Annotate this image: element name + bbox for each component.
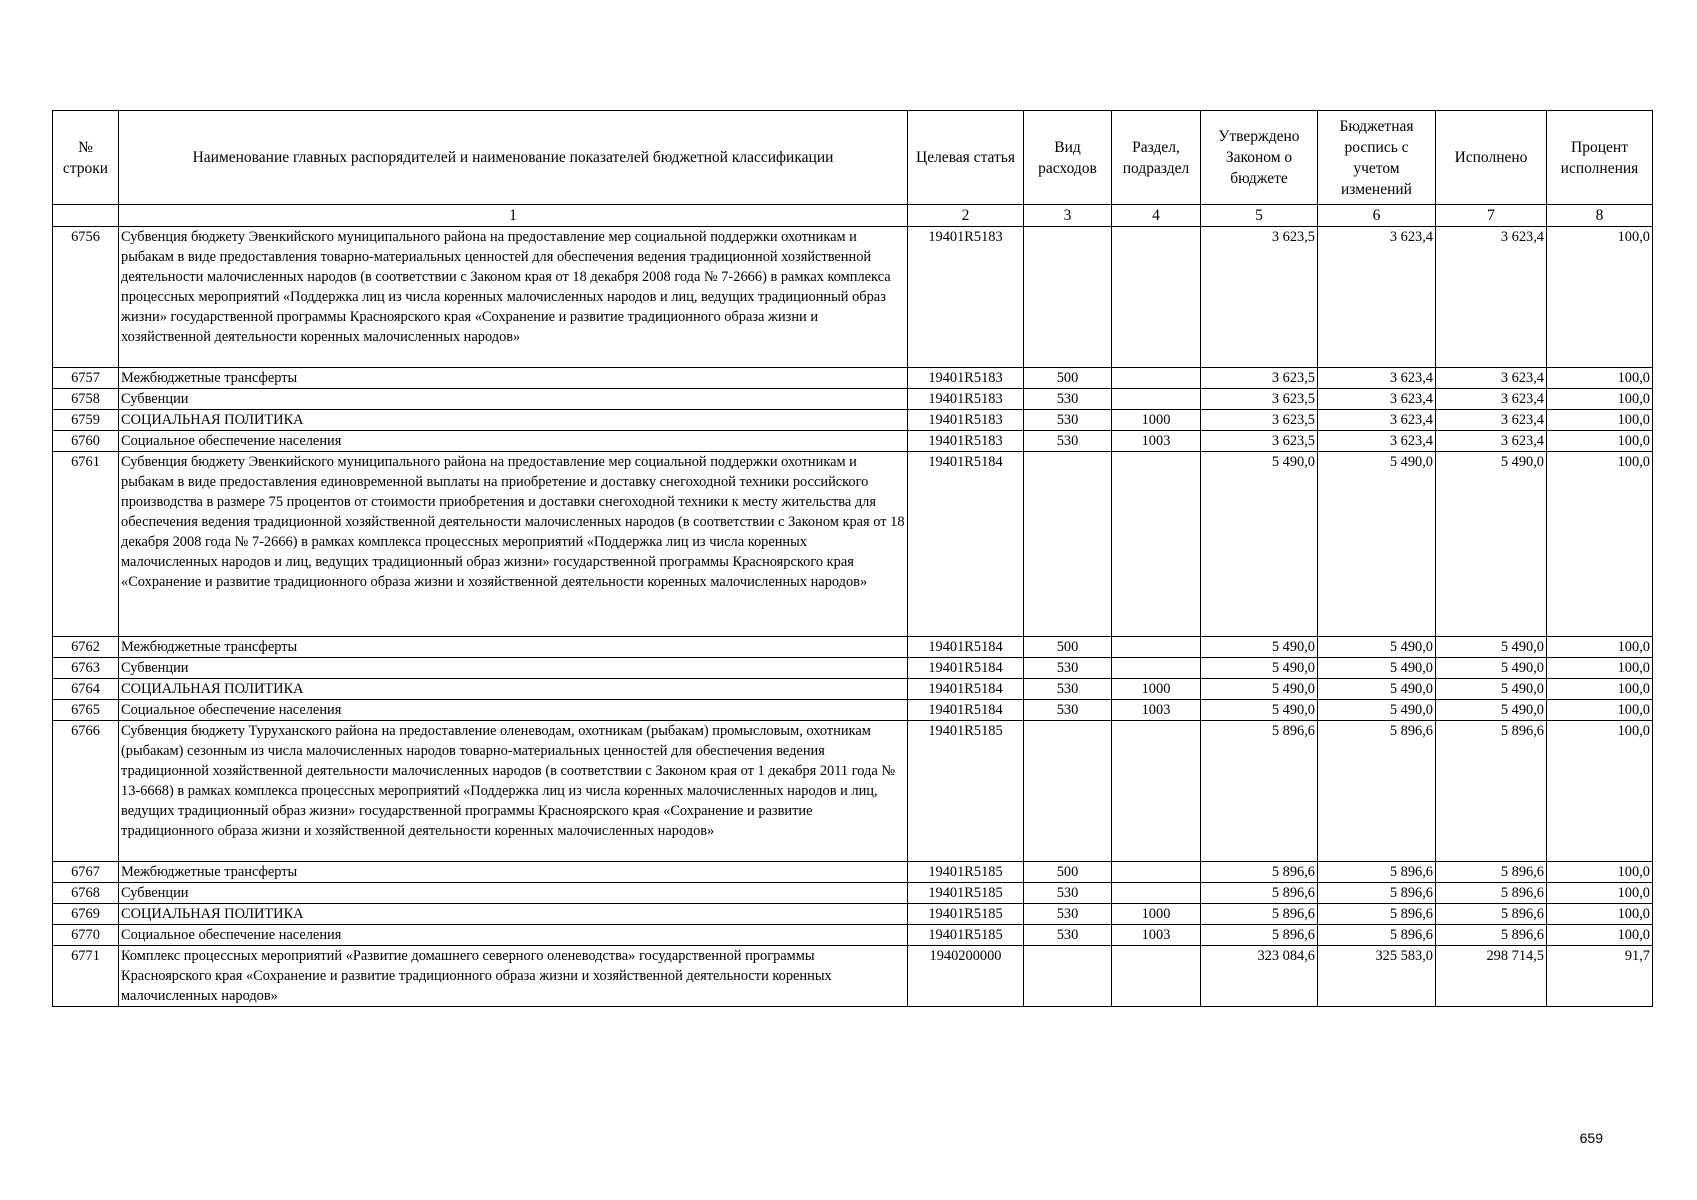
budget-list-cell: 5 896,6 bbox=[1318, 925, 1436, 946]
table-row bbox=[53, 452, 1653, 637]
executed-cell: 5 896,6 bbox=[1436, 883, 1547, 904]
percent-cell: 100,0 bbox=[1547, 658, 1653, 679]
column-number: 1 bbox=[119, 205, 908, 227]
name-cell: Межбюджетные трансферты bbox=[119, 368, 908, 389]
table-row bbox=[53, 946, 1653, 1007]
executed-cell: 3 623,4 bbox=[1436, 431, 1547, 452]
target-article-cell: 19401R5183 bbox=[908, 227, 1024, 368]
row-number-cell: 6756 bbox=[53, 227, 119, 368]
approved-cell: 5 896,6 bbox=[1201, 721, 1318, 862]
budget-list-cell: 5 490,0 bbox=[1318, 700, 1436, 721]
name-cell: СОЦИАЛЬНАЯ ПОЛИТИКА bbox=[119, 410, 908, 431]
table-row bbox=[53, 431, 1653, 452]
header-executed: Исполнено bbox=[1436, 111, 1547, 205]
column-number: 8 bbox=[1547, 205, 1653, 227]
section-cell bbox=[1112, 946, 1201, 1007]
column-number: 6 bbox=[1318, 205, 1436, 227]
approved-cell: 5 490,0 bbox=[1201, 700, 1318, 721]
percent-cell: 100,0 bbox=[1547, 368, 1653, 389]
row-number-cell: 6766 bbox=[53, 721, 119, 862]
section-cell bbox=[1112, 721, 1201, 862]
row-number-cell: 6764 bbox=[53, 679, 119, 700]
target-article-cell: 19401R5183 bbox=[908, 389, 1024, 410]
table-row bbox=[53, 925, 1653, 946]
percent-cell: 100,0 bbox=[1547, 862, 1653, 883]
executed-cell: 5 490,0 bbox=[1436, 637, 1547, 658]
expense-type-cell bbox=[1024, 452, 1112, 637]
percent-cell: 100,0 bbox=[1547, 904, 1653, 925]
budget-list-cell: 5 490,0 bbox=[1318, 679, 1436, 700]
target-article-cell: 19401R5184 bbox=[908, 637, 1024, 658]
section-cell bbox=[1112, 368, 1201, 389]
budget-list-cell: 3 623,4 bbox=[1318, 431, 1436, 452]
target-article-cell: 19401R5185 bbox=[908, 862, 1024, 883]
target-article-cell: 19401R5185 bbox=[908, 721, 1024, 862]
executed-cell: 3 623,4 bbox=[1436, 410, 1547, 431]
budget-list-cell: 5 896,6 bbox=[1318, 721, 1436, 862]
name-cell: Субвенции bbox=[119, 658, 908, 679]
table-row bbox=[53, 410, 1653, 431]
row-number-cell: 6762 bbox=[53, 637, 119, 658]
name-cell: СОЦИАЛЬНАЯ ПОЛИТИКА bbox=[119, 904, 908, 925]
executed-cell: 5 896,6 bbox=[1436, 862, 1547, 883]
column-number: 7 bbox=[1436, 205, 1547, 227]
approved-cell: 3 623,5 bbox=[1201, 389, 1318, 410]
row-number-cell: 6757 bbox=[53, 368, 119, 389]
budget-list-cell: 5 490,0 bbox=[1318, 658, 1436, 679]
table-row bbox=[53, 721, 1653, 862]
executed-cell: 5 490,0 bbox=[1436, 658, 1547, 679]
target-article-cell: 19401R5183 bbox=[908, 410, 1024, 431]
section-cell bbox=[1112, 452, 1201, 637]
table-row bbox=[53, 904, 1653, 925]
percent-cell: 100,0 bbox=[1547, 227, 1653, 368]
section-cell bbox=[1112, 883, 1201, 904]
approved-cell: 3 623,5 bbox=[1201, 410, 1318, 431]
header-budget-list: Бюджетная роспись с учетом изменений bbox=[1318, 111, 1436, 205]
percent-cell: 100,0 bbox=[1547, 883, 1653, 904]
table-row bbox=[53, 658, 1653, 679]
section-cell: 1000 bbox=[1112, 410, 1201, 431]
target-article-cell: 19401R5185 bbox=[908, 904, 1024, 925]
executed-cell: 3 623,4 bbox=[1436, 227, 1547, 368]
target-article-cell: 19401R5184 bbox=[908, 658, 1024, 679]
row-number-cell: 6759 bbox=[53, 410, 119, 431]
budget-list-cell: 3 623,4 bbox=[1318, 368, 1436, 389]
executed-cell: 5 896,6 bbox=[1436, 925, 1547, 946]
name-cell: Субвенции bbox=[119, 389, 908, 410]
header-approved: Утверждено Законом о бюджете bbox=[1201, 111, 1318, 205]
table-row bbox=[53, 368, 1653, 389]
table-row bbox=[53, 679, 1653, 700]
column-number: 5 bbox=[1201, 205, 1318, 227]
approved-cell: 323 084,6 bbox=[1201, 946, 1318, 1007]
name-cell: Социальное обеспечение населения bbox=[119, 925, 908, 946]
target-article-cell: 19401R5185 bbox=[908, 883, 1024, 904]
percent-cell: 100,0 bbox=[1547, 679, 1653, 700]
table-body bbox=[53, 227, 1653, 1007]
target-article-cell: 1940200000 bbox=[908, 946, 1024, 1007]
approved-cell: 3 623,5 bbox=[1201, 431, 1318, 452]
budget-list-cell: 5 896,6 bbox=[1318, 883, 1436, 904]
header-name: Наименование главных распорядителей и наименование показателей бюджетной классификации bbox=[119, 111, 908, 205]
approved-cell: 5 896,6 bbox=[1201, 925, 1318, 946]
row-number-cell: 6765 bbox=[53, 700, 119, 721]
table-row bbox=[53, 700, 1653, 721]
section-cell bbox=[1112, 227, 1201, 368]
expense-type-cell: 530 bbox=[1024, 679, 1112, 700]
section-cell: 1003 bbox=[1112, 700, 1201, 721]
percent-cell: 100,0 bbox=[1547, 925, 1653, 946]
percent-cell: 100,0 bbox=[1547, 721, 1653, 862]
budget-list-cell: 3 623,4 bbox=[1318, 389, 1436, 410]
expense-type-cell: 530 bbox=[1024, 904, 1112, 925]
target-article-cell: 19401R5185 bbox=[908, 925, 1024, 946]
approved-cell: 5 896,6 bbox=[1201, 862, 1318, 883]
table-row bbox=[53, 862, 1653, 883]
percent-cell: 100,0 bbox=[1547, 700, 1653, 721]
header-target-article: Целевая статья bbox=[908, 111, 1024, 205]
executed-cell: 3 623,4 bbox=[1436, 389, 1547, 410]
percent-cell: 100,0 bbox=[1547, 452, 1653, 637]
expense-type-cell bbox=[1024, 721, 1112, 862]
budget-list-cell: 5 896,6 bbox=[1318, 904, 1436, 925]
name-cell: Субвенция бюджету Туруханского района на предоставление оленеводам, охотникам (рыбакам) промысловым, охотникам (рыбакам) сезонным из числа малочисленных народов товарно-материальных ценностей для обеспечения ведения традиционной хозяйственной деятельности малочисленных народов (в соответствии с Законом края от 1 декабря 2011 года № 13-6668) в рамках комплекса процессных мероприятий «Поддержка лиц из числа коренных малочисленных народов и лиц, ведущих традиционный образ жизни» государственной программы Красноярского края «Сохранение и развитие традиционного образа жизни и хозяйственной деятельности коренных малочисленных народов» bbox=[119, 721, 908, 862]
budget-list-cell: 5 490,0 bbox=[1318, 637, 1436, 658]
section-cell bbox=[1112, 389, 1201, 410]
row-number-cell: 6769 bbox=[53, 904, 119, 925]
target-article-cell: 19401R5184 bbox=[908, 452, 1024, 637]
approved-cell: 5 490,0 bbox=[1201, 452, 1318, 637]
section-cell: 1000 bbox=[1112, 679, 1201, 700]
section-cell: 1003 bbox=[1112, 925, 1201, 946]
name-cell: Межбюджетные трансферты bbox=[119, 637, 908, 658]
row-number-cell: 6768 bbox=[53, 883, 119, 904]
executed-cell: 5 490,0 bbox=[1436, 452, 1547, 637]
target-article-cell: 19401R5183 bbox=[908, 368, 1024, 389]
column-number-row bbox=[53, 205, 1653, 227]
column-number: 4 bbox=[1112, 205, 1201, 227]
name-cell: Межбюджетные трансферты bbox=[119, 862, 908, 883]
expense-type-cell: 530 bbox=[1024, 431, 1112, 452]
executed-cell: 5 896,6 bbox=[1436, 904, 1547, 925]
approved-cell: 3 623,5 bbox=[1201, 227, 1318, 368]
table-row bbox=[53, 883, 1653, 904]
expense-type-cell bbox=[1024, 946, 1112, 1007]
budget-list-cell: 5 896,6 bbox=[1318, 862, 1436, 883]
header-section: Раздел, подраздел bbox=[1112, 111, 1201, 205]
expense-type-cell: 530 bbox=[1024, 389, 1112, 410]
approved-cell: 3 623,5 bbox=[1201, 368, 1318, 389]
name-cell: Социальное обеспечение населения bbox=[119, 700, 908, 721]
approved-cell: 5 896,6 bbox=[1201, 883, 1318, 904]
name-cell: Комплекс процессных мероприятий «Развитие домашнего северного оленеводства» государственной программы Красноярского края «Сохранение и развитие традиционного образа жизни и хозяйственной деятельности коренных малочисленных народов» bbox=[119, 946, 908, 1007]
row-number-cell: 6763 bbox=[53, 658, 119, 679]
executed-cell: 5 896,6 bbox=[1436, 721, 1547, 862]
expense-type-cell: 530 bbox=[1024, 410, 1112, 431]
budget-execution-table bbox=[52, 110, 1653, 1007]
header-expense-type: Вид расходов bbox=[1024, 111, 1112, 205]
approved-cell: 5 896,6 bbox=[1201, 904, 1318, 925]
table-row bbox=[53, 637, 1653, 658]
expense-type-cell: 500 bbox=[1024, 862, 1112, 883]
approved-cell: 5 490,0 bbox=[1201, 658, 1318, 679]
name-cell: СОЦИАЛЬНАЯ ПОЛИТИКА bbox=[119, 679, 908, 700]
executed-cell: 5 490,0 bbox=[1436, 679, 1547, 700]
expense-type-cell: 530 bbox=[1024, 925, 1112, 946]
section-cell bbox=[1112, 658, 1201, 679]
expense-type-cell: 530 bbox=[1024, 658, 1112, 679]
budget-list-cell: 3 623,4 bbox=[1318, 410, 1436, 431]
approved-cell: 5 490,0 bbox=[1201, 637, 1318, 658]
expense-type-cell bbox=[1024, 227, 1112, 368]
row-number-cell: 6760 bbox=[53, 431, 119, 452]
column-number-empty bbox=[53, 205, 119, 227]
percent-cell: 100,0 bbox=[1547, 389, 1653, 410]
executed-cell: 5 490,0 bbox=[1436, 700, 1547, 721]
column-number: 2 bbox=[908, 205, 1024, 227]
section-cell bbox=[1112, 862, 1201, 883]
column-number: 3 bbox=[1024, 205, 1112, 227]
section-cell bbox=[1112, 637, 1201, 658]
name-cell: Социальное обеспечение населения bbox=[119, 431, 908, 452]
target-article-cell: 19401R5183 bbox=[908, 431, 1024, 452]
section-cell: 1003 bbox=[1112, 431, 1201, 452]
budget-list-cell: 5 490,0 bbox=[1318, 452, 1436, 637]
section-cell: 1000 bbox=[1112, 904, 1201, 925]
header-row bbox=[53, 111, 1653, 205]
target-article-cell: 19401R5184 bbox=[908, 679, 1024, 700]
expense-type-cell: 530 bbox=[1024, 883, 1112, 904]
executed-cell: 3 623,4 bbox=[1436, 368, 1547, 389]
page-number: 659 bbox=[1579, 1130, 1603, 1146]
name-cell: Субвенция бюджету Эвенкийского муниципального района на предоставление мер социальной поддержки охотникам и рыбакам в виде предоставления товарно-материальных ценностей для обеспечения ведения традиционной хозяйственной деятельности малочисленных народов (в соответствии с Законом края от 18 декабря 2008 года № 7-2666) в рамках комплекса процессных мероприятий «Поддержка лиц из числа коренных малочисленных народов и лиц, ведущих традиционный образ жизни» государственной программы Красноярского края «Сохранение и развитие традиционного образа жизни и хозяйственной деятельности коренных малочисленных народов» bbox=[119, 227, 908, 368]
percent-cell: 91,7 bbox=[1547, 946, 1653, 1007]
executed-cell: 298 714,5 bbox=[1436, 946, 1547, 1007]
budget-list-cell: 3 623,4 bbox=[1318, 227, 1436, 368]
row-number-cell: 6758 bbox=[53, 389, 119, 410]
name-cell: Субвенции bbox=[119, 883, 908, 904]
percent-cell: 100,0 bbox=[1547, 431, 1653, 452]
approved-cell: 5 490,0 bbox=[1201, 679, 1318, 700]
row-number-cell: 6761 bbox=[53, 452, 119, 637]
row-number-cell: 6771 bbox=[53, 946, 119, 1007]
header-row-number: № строки bbox=[53, 111, 119, 205]
table-row bbox=[53, 227, 1653, 368]
expense-type-cell: 500 bbox=[1024, 368, 1112, 389]
expense-type-cell: 530 bbox=[1024, 700, 1112, 721]
row-number-cell: 6767 bbox=[53, 862, 119, 883]
row-number-cell: 6770 bbox=[53, 925, 119, 946]
budget-list-cell: 325 583,0 bbox=[1318, 946, 1436, 1007]
percent-cell: 100,0 bbox=[1547, 410, 1653, 431]
target-article-cell: 19401R5184 bbox=[908, 700, 1024, 721]
percent-cell: 100,0 bbox=[1547, 637, 1653, 658]
table-header bbox=[53, 111, 1653, 227]
expense-type-cell: 500 bbox=[1024, 637, 1112, 658]
name-cell: Субвенция бюджету Эвенкийского муниципального района на предоставление мер социальной поддержки охотникам и рыбакам в виде предоставления единовременной выплаты на приобретение и доставку снегоходной техники российского производства в размере 75 процентов от стоимости приобретения и доставки снегоходной техники к месту жительства для обеспечения ведения традиционной хозяйственной деятельности малочисленных народов (в соответствии с Законом края от 18 декабря 2008 года № 7-2666) в рамках комплекса процессных мероприятий «Поддержка лиц из числа коренных малочисленных народов и лиц, ведущих традиционный образ жизни» государственной программы Красноярского края «Сохранение и развитие традиционного образа жизни и хозяйственной деятельности коренных малочисленных народов» bbox=[119, 452, 908, 637]
table-row bbox=[53, 389, 1653, 410]
header-percent: Процент исполнения bbox=[1547, 111, 1653, 205]
